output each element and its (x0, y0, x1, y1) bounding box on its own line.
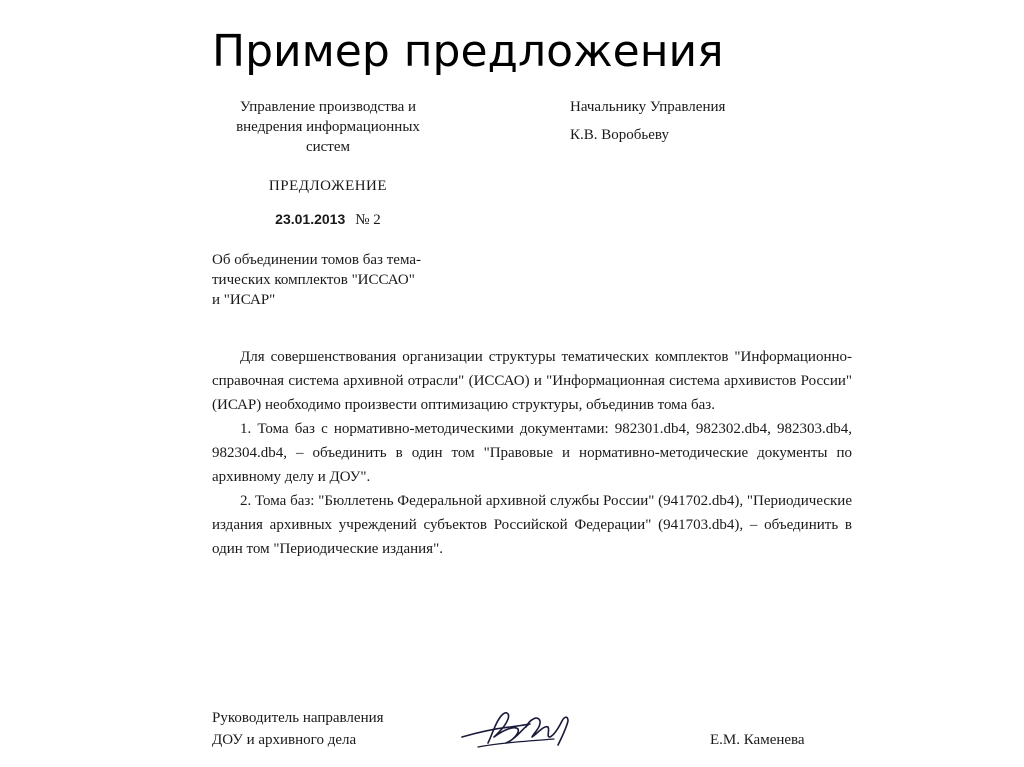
addressee (570, 97, 830, 145)
handwritten-signature (458, 707, 578, 751)
body-paragraph: 1. Тома баз с нормативно-методическими документами: 982301.db4, 982302.db4, 982303.db4, 982304.db4, – объединить в один том "Правовые и нормативно-методические документы по архивному делу и ДОУ". (212, 421, 852, 485)
body-paragraph: Для совершенствования организации структуры тематических комплектов "Информационно-справочная система архивной отрасли" (ИССАО) и "Информационная система архивистов России" (ИСАР) необходимо произвести оптимизацию структуры, объединив тома баз. (212, 349, 852, 413)
organization-line: внедрения информационных (236, 119, 420, 135)
subject-line: тических комплектов "ИССАО" (212, 272, 415, 288)
signatory-position-line: ДОУ и архивного дела (212, 732, 357, 748)
signatory-position-line: Руководитель направления (212, 710, 384, 726)
document-type: ПРЕДЛОЖЕНИЕ (268, 178, 388, 194)
document-subject (212, 250, 462, 310)
document-number: № 2 (355, 212, 381, 228)
slide-title: Пример предложения (212, 26, 724, 77)
organization-line: систем (305, 139, 351, 155)
signature-block (212, 707, 852, 751)
addressee-position: Начальнику Управления (570, 99, 726, 115)
signatory-name: Е.М. Каменева (710, 732, 805, 748)
document-date-number (212, 209, 444, 230)
document-body (212, 345, 852, 561)
signatory-position (212, 707, 384, 751)
organization-line: Управление производства и (239, 99, 417, 115)
subject-line: Об объединении томов баз тема- (212, 252, 421, 268)
subject-line: и "ИСАР" (212, 292, 276, 308)
sender-organization (212, 97, 444, 157)
document-date: 23.01.2013 (275, 211, 346, 227)
addressee-name: К.В. Воробьеву (570, 127, 669, 143)
body-paragraph: 2. Тома баз: "Бюллетень Федеральной архивной службы России" (941702.db4), "Периодические издания архивных учреждений субъектов Российской Федерации" (941703.db4), – объединить в один том "Периодические издания". (212, 493, 852, 557)
